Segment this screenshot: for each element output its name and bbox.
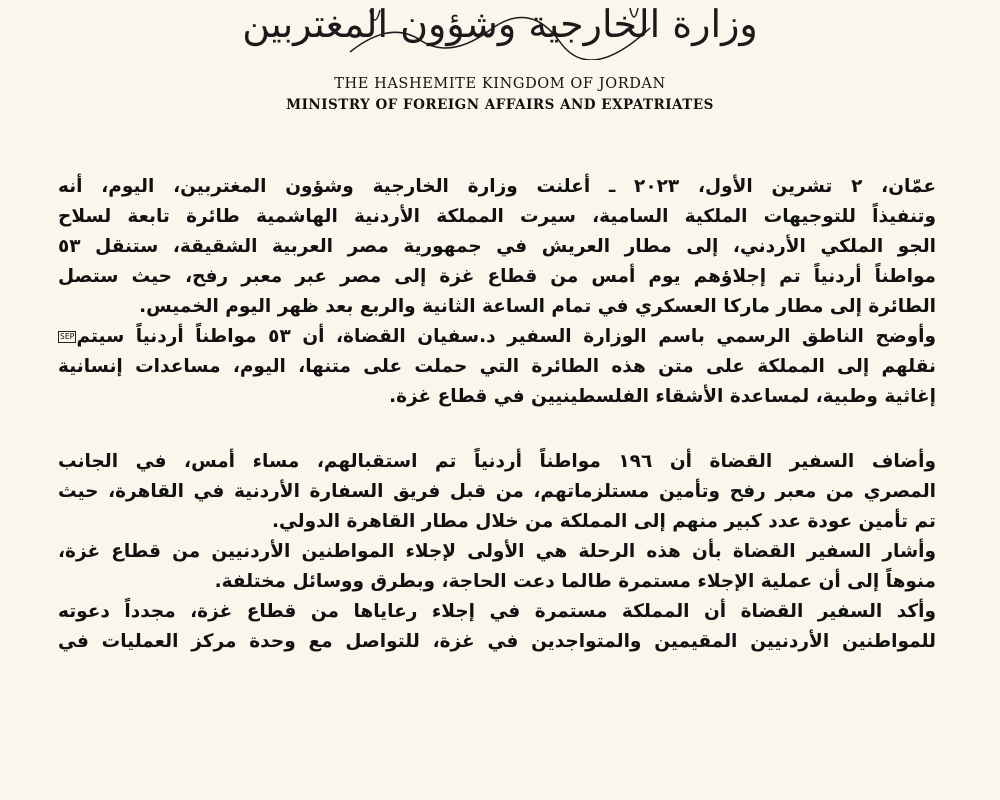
letterhead (0, 0, 1000, 125)
paragraph-1 (58, 172, 936, 322)
text-line: وأوضح الناطق الرسمي باسم الوزارة السفير د.سفيان القضاة، أن ٥٣ مواطناً أردنياً سيتم (76, 326, 936, 347)
ministry-arabic-logo: وزارة الخارجية وشؤون المغتربين (242, 2, 758, 46)
text-line: للمواطنين الأردنيين المقيمين والمتواجدين في غزة، للتواصل مع وحدة مركز العمليات في (58, 631, 936, 652)
paragraph-5 (58, 597, 936, 657)
paragraph-3 (58, 447, 936, 537)
text-line: مواطناً أردنياً تم إجلاؤهم يوم أمس من قطاع غزة إلى مصر عبر معبر رفح، حيث ستصل (58, 266, 936, 287)
text-line-with-sep (58, 322, 936, 352)
press-release-body (58, 172, 936, 657)
kingdom-title: THE HASHEMITE KINGDOM OF JORDAN (334, 76, 666, 92)
ministry-title: MINISTRY OF FOREIGN AFFAIRS AND EXPATRIATES (286, 97, 714, 113)
text-line: إغاثية وطبية، لمساعدة الأشقاء الفلسطينيين في قطاع غزة. (389, 386, 936, 407)
text-line: وأضاف السفير القضاة أن ١٩٦ مواطناً أردنياً تم استقبالهم، مساء أمس، في الجانب (58, 451, 936, 472)
text-line: الجو الملكي الأردني، إلى مطار العريش في جمهورية مصر العربية الشقيقة، ستنقل ٥٣ (58, 236, 936, 257)
text-line: وتنفيذاً للتوجيهات الملكية السامية، سيرت المملكة الأردنية الهاشمية طائرة تابعة لسلاح (58, 206, 936, 227)
text-line: وأكد السفير القضاة أن المملكة مستمرة في إجلاء رعاياها من قطاع غزة، مجدداً دعوته (58, 601, 936, 622)
text-line: الطائرة إلى مطار ماركا العسكري في تمام الساعة الثانية والربع بعد ظهر اليوم الخميس. (139, 296, 936, 317)
text-line: نقلهم إلى المملكة على متن هذه الطائرة التي حملت على متنها، اليوم، مساعدات إنسانية (58, 356, 936, 377)
text-line: تم تأمين عودة عدد كبير منهم إلى المملكة من خلال مطار القاهرة الدولي. (271, 511, 936, 532)
text-line: المصري من معبر رفح وتأمين مستلزماتهم، من قبل فريق السفارة الأردنية في القاهرة، حيث (58, 481, 936, 502)
paragraph-4 (58, 537, 936, 597)
text-line: منوهاً إلى أن عملية الإجلاء مستمرة طالما دعت الحاجة، وبطرق ووسائل مختلفة. (214, 571, 936, 592)
sep-marker: SEP (60, 332, 75, 341)
text-line: عمّان، ٢ تشرين الأول، ٢٠٢٣ ـ أعلنت وزارة الخارجية وشؤون المغتربين، اليوم، أنه (58, 176, 936, 197)
text-line: وأشار السفير القضاة بأن هذه الرحلة هي الأولى لإجلاء المواطنين الأردنيين من قطاع غزة، (58, 541, 936, 562)
paragraph-2 (58, 322, 936, 412)
